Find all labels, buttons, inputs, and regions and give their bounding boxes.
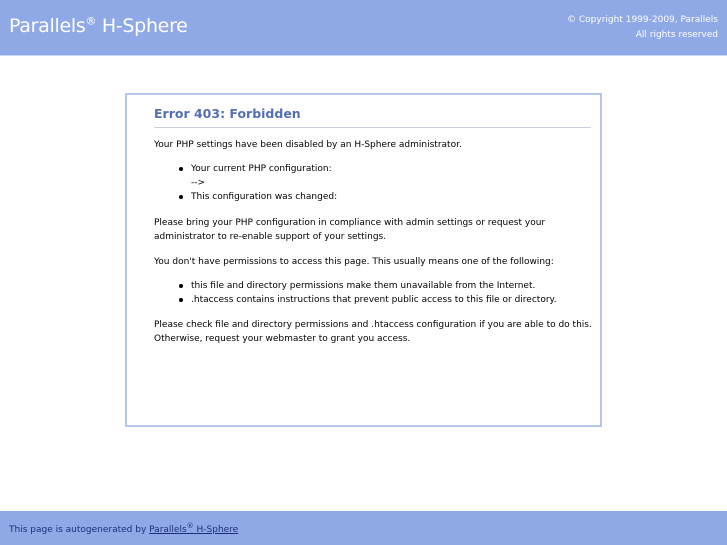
list-item — [179, 162, 337, 176]
header-divider — [0, 55, 727, 56]
footer-link-brand: Parallels — [149, 525, 187, 535]
page-title: Error 403: Forbidden — [154, 106, 301, 121]
list-item-text: .htaccess contains instructions that prevent public access to this file or directory. — [191, 295, 557, 305]
bullet-icon — [179, 284, 183, 288]
footer-registered-mark: ® — [186, 522, 194, 530]
list-item — [179, 176, 337, 190]
list-item — [179, 190, 337, 204]
list-item-text: --> — [191, 178, 206, 188]
rights-line: All rights reserved — [635, 30, 718, 40]
list-item — [179, 279, 556, 293]
bullet-icon — [179, 167, 183, 171]
header-bar — [0, 0, 727, 55]
compliance-text: Please bring your PHP configuration in compliance with admin settings or request your administrator to re-enable support of your settings. — [154, 218, 546, 242]
brand-product: H-Sphere — [96, 15, 188, 37]
closing-line-2: Otherwise, request your webmaster to grant you access. — [154, 334, 411, 344]
list-item-text: this file and directory permissions make them unavailable from the Internet. — [191, 281, 536, 291]
config-list — [179, 162, 337, 204]
footer-bar — [0, 511, 727, 545]
error-panel — [125, 93, 602, 427]
list-item — [179, 293, 556, 307]
footer-prefix: This page is autogenerated by — [9, 525, 150, 535]
closing-text — [154, 318, 594, 346]
brand-logo — [9, 15, 188, 37]
copyright-notice — [567, 13, 718, 43]
brand-name: Parallels — [9, 15, 86, 37]
list-item-text: This configuration was changed: — [191, 192, 338, 202]
bullet-icon — [179, 298, 183, 302]
reasons-list — [179, 279, 556, 307]
hsphere-link[interactable] — [149, 522, 239, 535]
registered-mark: ® — [85, 14, 97, 28]
copyright-line: © Copyright 1999-2009, Parallels — [567, 15, 718, 25]
title-divider — [154, 127, 591, 128]
closing-line-1: Please check file and directory permissions and .htaccess configuration if you are able to do this. — [154, 320, 592, 330]
bullet-icon — [179, 195, 183, 199]
list-item-text: Your current PHP configuration: — [191, 164, 332, 174]
intro-text: Your PHP settings have been disabled by an H-Sphere administrator. — [154, 140, 462, 150]
footer-link-product: H-Sphere — [193, 525, 239, 535]
footer-note — [9, 522, 239, 535]
permissions-intro: You don't have permissions to access this page. This usually means one of the following: — [154, 257, 554, 267]
